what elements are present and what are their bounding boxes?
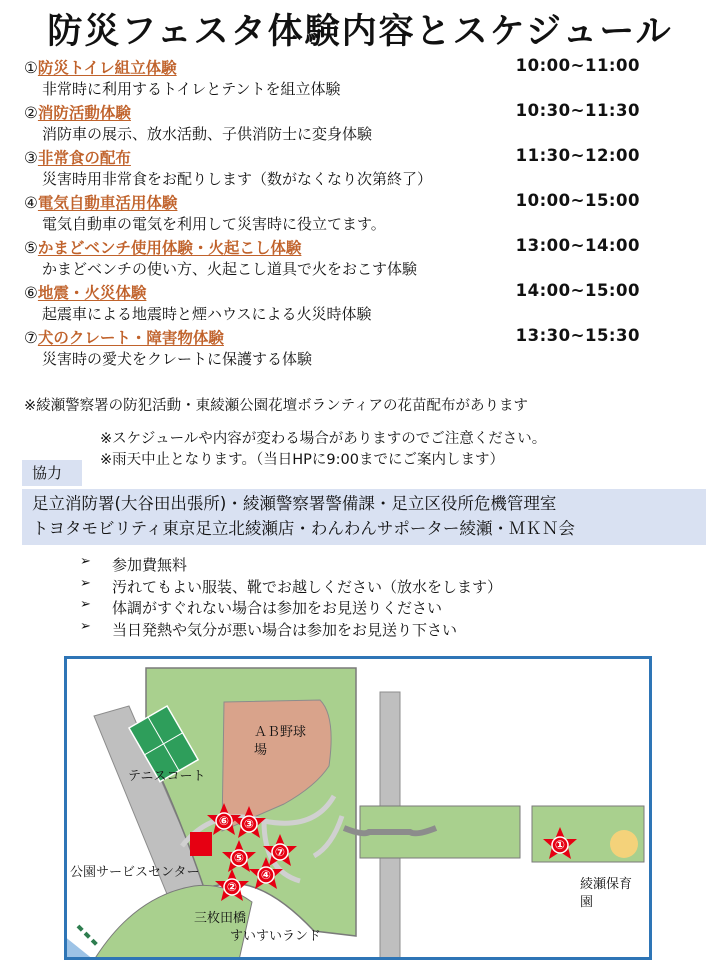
- service-center-label: 公園サービスセンター: [70, 865, 200, 880]
- suisui-land-label: すいすいランド: [230, 929, 322, 944]
- arrowhead-bullet-icon: ➢: [80, 597, 91, 612]
- item-name: 電気自動車活用体験: [37, 194, 178, 212]
- marker-label: ⑤: [233, 851, 245, 865]
- item-time: 10:00~15:00: [515, 191, 640, 210]
- list-item: [80, 554, 502, 576]
- rain-cancel-note: ※雨天中止となります。（当日HPに9:00までにご案内します）: [100, 452, 504, 468]
- item-number: ①: [24, 59, 38, 77]
- cooperation-line: トヨタモビリティ東京足立北綾瀬店・わんわんサポーター綾瀬・ＭＫＮ会: [32, 519, 575, 538]
- nursery-label: 綾瀬保育: [580, 877, 633, 892]
- schedule-item: [24, 326, 704, 371]
- schedule-item: [24, 191, 704, 236]
- schedule-item: [24, 56, 704, 101]
- item-description: 電気自動車の電気を利用して災害時に役立てます。: [42, 215, 386, 233]
- item-name: 犬のクレート・障害物体験: [37, 329, 224, 347]
- bridge-label: 三枚田橋: [194, 911, 247, 926]
- schedule-item: [24, 281, 704, 326]
- item-number: ⑥: [24, 284, 38, 302]
- item-name: 地震・火災体験: [37, 284, 147, 302]
- marker-label: ②: [226, 880, 238, 894]
- ab-field-label: ＡＢ野球: [254, 725, 307, 740]
- info-bullet-list: [80, 554, 502, 640]
- schedule-item: [24, 146, 704, 191]
- nursery-label: 園: [580, 895, 594, 910]
- bullet-text: 当日発熱や気分が悪い場合は参加をお見送り下さい: [112, 620, 458, 639]
- item-description: 非常時に利用するトイレとテントを組立体験: [42, 80, 341, 98]
- venue-map: [64, 656, 652, 960]
- item-number: ⑦: [24, 329, 38, 347]
- schedule-item: [24, 236, 704, 281]
- item-time: 10:00~11:00: [515, 56, 640, 75]
- item-description: 災害時の愛犬をクレートに保護する体験: [42, 350, 313, 368]
- cooperation-line: 足立消防署(大谷田出張所)・綾瀬警察署警備課・足立区役所危機管理室: [32, 494, 557, 513]
- schedule-list: [24, 56, 704, 371]
- arrowhead-bullet-icon: ➢: [80, 575, 91, 591]
- item-time: 13:30~15:30: [515, 326, 640, 345]
- bullet-text: 体調がすぐれない場合は参加をお見送りください: [112, 599, 443, 617]
- list-item: [80, 597, 502, 619]
- item-number: ③: [24, 149, 38, 167]
- cooperation-label: 協力: [22, 460, 82, 486]
- item-number: ②: [24, 104, 38, 122]
- tennis-court-label: テニスコート: [128, 769, 206, 784]
- bullet-text: 参加費無料: [112, 556, 188, 574]
- marker-label: ⑦: [274, 845, 286, 859]
- item-time: 11:30~12:00: [515, 146, 640, 165]
- item-number: ⑤: [24, 239, 38, 257]
- item-name: 非常食の配布: [37, 149, 131, 167]
- bullet-text: 汚れてもよい服装、靴でお越しください（放水をします）: [112, 577, 503, 596]
- marker-label: ①: [554, 838, 566, 852]
- sand-area: [610, 830, 638, 858]
- item-time: 13:00~14:00: [515, 236, 640, 255]
- item-name: 防災トイレ組立体験: [37, 59, 177, 77]
- marker-label: ⑥: [218, 814, 230, 828]
- cooperation-box: [22, 489, 706, 545]
- item-description: 災害時用非常食をお配りします（数がなくなり次第終了）: [42, 170, 433, 188]
- item-name: かまどベンチ使用体験・火起こし体験: [37, 239, 302, 257]
- page-title: 防災フェスタ体験内容とスケジュール: [47, 12, 673, 52]
- schedule-item: [24, 101, 704, 146]
- service-center-building: [190, 832, 212, 856]
- list-item: [80, 576, 502, 598]
- item-number: ④: [24, 194, 38, 212]
- item-name: 消防活動体験: [37, 104, 131, 122]
- arrowhead-bullet-icon: ➢: [80, 554, 91, 569]
- marker-label: ③: [243, 817, 255, 831]
- item-time: 14:00~15:00: [515, 281, 640, 300]
- item-time: 10:30~11:30: [515, 101, 640, 120]
- item-description: 起震車による地震時と煙ハウスによる火災時体験: [42, 305, 372, 323]
- schedule-change-note: ※スケジュールや内容が変わる場合がありますのでご注意ください。: [100, 431, 547, 447]
- arrowhead-bullet-icon: ➢: [80, 618, 91, 634]
- marker-label: ④: [260, 868, 272, 882]
- item-description: 消防車の展示、放水活動、子供消防士に変身体験: [42, 125, 373, 143]
- ab-field-label: 場: [254, 743, 268, 758]
- police-note: ※綾瀬警察署の防犯活動・東綾瀬公園花壇ボランティアの花苗配布があります: [24, 398, 528, 414]
- item-description: かまどベンチの使い方、火起こし道具で火をおこす体験: [42, 260, 418, 278]
- list-item: [80, 619, 502, 641]
